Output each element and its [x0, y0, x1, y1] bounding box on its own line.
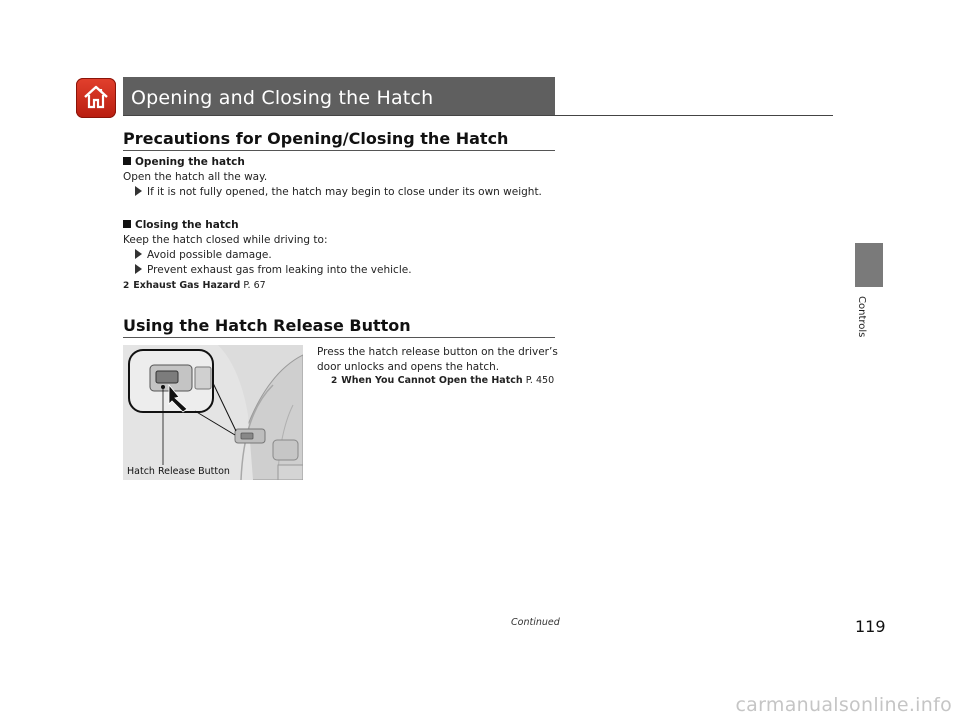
hatch-release-text: door unlocks and opens the hatch. [317, 361, 500, 373]
hatch-release-text: Press the hatch release button on the driver’s [317, 346, 558, 358]
closing-text: Keep the hatch closed while driving to: [123, 234, 328, 246]
door-panel-drawing [123, 345, 303, 480]
hatch-release-illustration [123, 345, 303, 480]
cross-reference-label: Exhaust Gas Hazard [133, 280, 241, 291]
opening-bullet [135, 186, 542, 198]
triangle-right-icon [135, 186, 142, 196]
page-title: Opening and Closing the Hatch [131, 87, 434, 109]
continued-label: Continued [511, 617, 560, 628]
title-divider [123, 115, 833, 116]
opening-text: Open the hatch all the way. [123, 171, 268, 183]
cross-reference-icon: 2 [331, 376, 338, 386]
side-tab[interactable] [855, 243, 883, 287]
subheading-opening-label: Opening the hatch [135, 156, 245, 168]
title-banner [123, 77, 555, 115]
cross-reference-label: When You Cannot Open the Hatch [341, 375, 523, 386]
cross-reference-icon: 2 [123, 281, 130, 291]
triangle-right-icon [135, 249, 142, 259]
cross-reference-link[interactable] [123, 280, 266, 291]
closing-bullet-text: Avoid possible damage. [147, 249, 272, 261]
cross-reference-link[interactable] [331, 375, 554, 386]
closing-bullet-text: Prevent exhaust gas from leaking into the vehicle. [147, 264, 412, 276]
subheading-opening [123, 156, 245, 168]
cross-reference-page: P. 67 [243, 280, 266, 291]
home-icon [82, 83, 110, 111]
watermark: carmanualsonline.info [735, 694, 952, 716]
opening-bullet-text: If it is not fully opened, the hatch may begin to close under its own weight. [147, 186, 542, 198]
section-divider [123, 150, 555, 151]
section-heading-precautions: Precautions for Opening/Closing the Hatch [123, 129, 509, 148]
closing-bullet [135, 264, 412, 276]
square-icon [123, 220, 131, 228]
closing-bullet [135, 249, 272, 261]
home-button[interactable] [76, 78, 116, 118]
subheading-closing [123, 219, 239, 231]
page-number: 119 [855, 617, 886, 636]
triangle-right-icon [135, 264, 142, 274]
cross-reference-page: P. 450 [525, 375, 555, 386]
section-divider [123, 337, 555, 338]
subheading-closing-label: Closing the hatch [135, 219, 239, 231]
side-tab-label: Controls [856, 296, 867, 338]
figure-caption: Hatch Release Button [127, 466, 230, 477]
section-heading-hatch-release: Using the Hatch Release Button [123, 316, 411, 335]
square-icon [123, 157, 131, 165]
